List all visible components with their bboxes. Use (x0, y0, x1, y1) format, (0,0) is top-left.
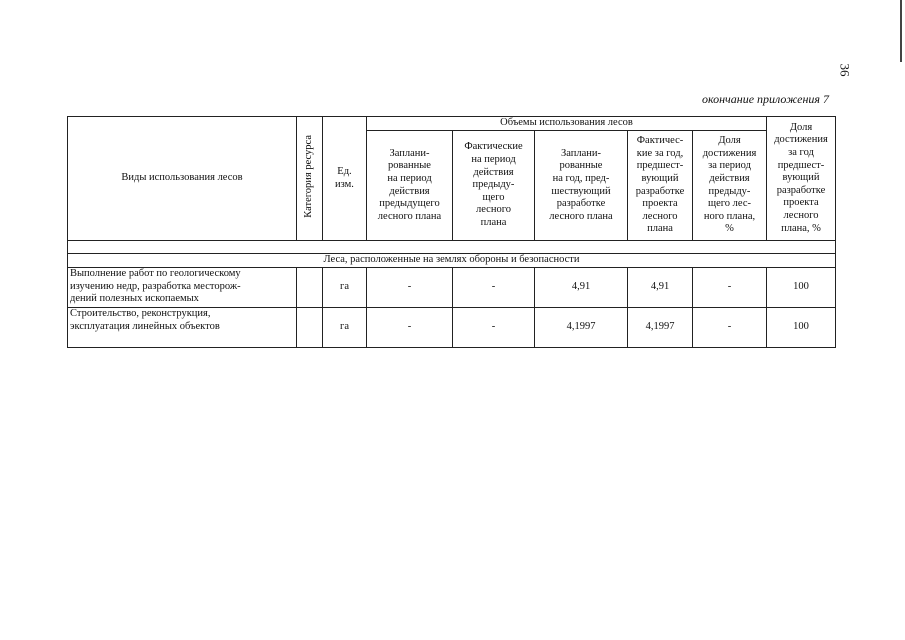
row-unit: га (323, 268, 367, 308)
table-row (68, 268, 836, 308)
row-share-year: 100 (767, 308, 836, 348)
header-resource-category (297, 117, 323, 241)
header-planned-prev-period: Заплани- рованные на период действия предыдущего лесного плана (367, 131, 453, 241)
row-actual-prev-period: - (453, 268, 535, 308)
row-planned-prev-period: - (367, 268, 453, 308)
appendix-caption: окончание приложения 7 (701, 92, 829, 106)
header-share-year: Доля достижения за год предшест- вующий разработке проекта лесного плана, % (767, 117, 836, 241)
row-category (297, 268, 323, 308)
row-actual-prev-period: - (453, 308, 535, 348)
row-planned-year: 4,91 (535, 268, 628, 308)
row-unit: га (323, 308, 367, 348)
header-planned-year: Заплани- рованные на год, пред- шествующий разработке лесного плана (535, 131, 628, 241)
section-title: Леса, расположенные на землях обороны и безопасности (68, 254, 836, 268)
header-unit: Ед. изм. (323, 117, 367, 241)
forest-use-table (67, 116, 836, 348)
header-group-title: Объемы использования лесов (367, 117, 767, 131)
row-planned-year: 4,1997 (535, 308, 628, 348)
header-actual-year: Фактичес- кие за год, предшест- вующий разработке проекта лесного плана (628, 131, 693, 241)
header-row-1 (68, 117, 836, 131)
header-share-period: Доля достижения за период действия предыду- щего лес- ного плана, % (693, 131, 767, 241)
page-number: 36 (837, 63, 853, 77)
row-share-year: 100 (767, 268, 836, 308)
row-actual-year: 4,91 (628, 268, 693, 308)
row-category (297, 308, 323, 348)
row-planned-prev-period: - (367, 308, 453, 348)
row-share-period: - (693, 308, 767, 348)
row-share-period: - (693, 268, 767, 308)
table-row (68, 308, 836, 348)
header-resource-category-label: Категория ресурса (303, 134, 315, 218)
row-kind: Строительство, реконструкция, эксплуатация линейных объектов (68, 308, 297, 348)
row-kind: Выполнение работ по геологическому изучению недр, разработка месторож- дений полезных ископаемых (68, 268, 297, 308)
spacer-row (68, 241, 836, 254)
row-actual-year: 4,1997 (628, 308, 693, 348)
page-edge-mark (900, 0, 902, 62)
header-actual-prev-period: Фактические на период действия предыду- щего лесного плана (453, 131, 535, 241)
header-kind-of-use: Виды использования лесов (68, 117, 297, 241)
section-row (68, 254, 836, 268)
